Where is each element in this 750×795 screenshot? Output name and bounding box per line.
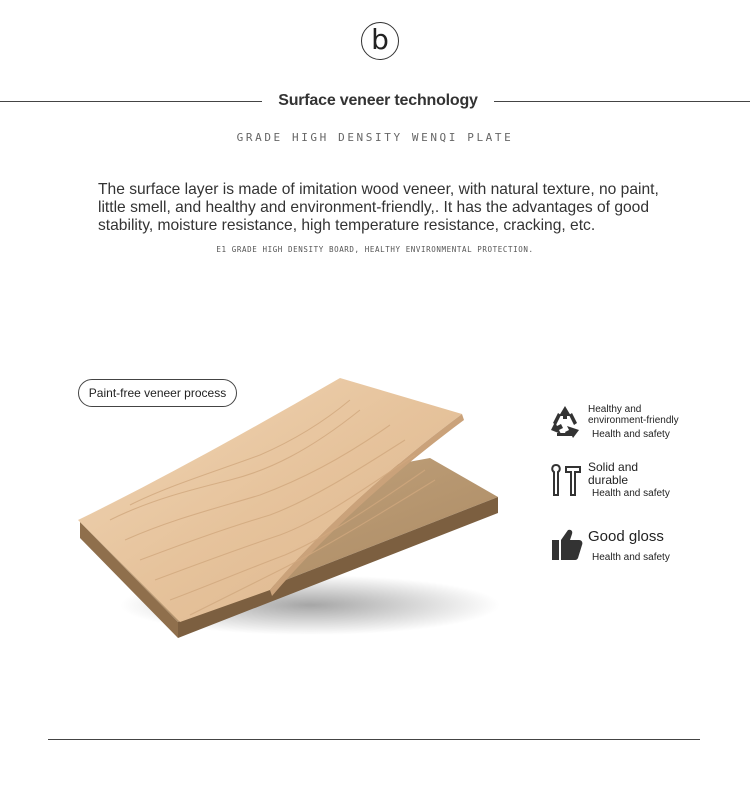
feature-gloss [546, 526, 726, 566]
section-title: Surface veneer technology [278, 92, 478, 109]
description-text: The surface layer is made of imitation wood veneer, with natural texture, no paint, little smell, and healthy and environment-friendly,. It has the advantages of good stability, moisture resistance, high temperature resistance, cracking, etc. [98, 181, 659, 234]
brand-badge: b [361, 22, 399, 60]
feature-title-line2: environment-friendly [588, 415, 679, 426]
tools-icon [546, 461, 584, 499]
feature-subtitle: Health and safety [592, 488, 670, 499]
title-rule-right [494, 101, 750, 102]
feature-subtitle: Health and safety [592, 429, 670, 440]
feature-title-line1: Solid and [588, 460, 639, 474]
feature-title-line2: durable [588, 473, 629, 487]
bottom-divider [48, 739, 700, 740]
feature-healthy [546, 403, 726, 443]
small-caption: E1 GRADE HIGH DENSITY BOARD, HEALTHY ENVIRONMENTAL PROTECTION. [216, 245, 534, 254]
section-subtitle: GRADE HIGH DENSITY WENQI PLATE [236, 131, 514, 144]
thumbs-up-icon [546, 526, 584, 564]
veneer-board-image [70, 370, 510, 650]
feature-durable [546, 461, 726, 501]
feature-subtitle: Health and safety [592, 552, 670, 563]
process-label: Paint-free veneer process [78, 379, 237, 407]
title-rule-left [0, 101, 262, 102]
recycle-icon [546, 403, 584, 441]
feature-title: Good gloss [588, 528, 664, 545]
feature-title-line1: Healthy and [588, 404, 642, 415]
